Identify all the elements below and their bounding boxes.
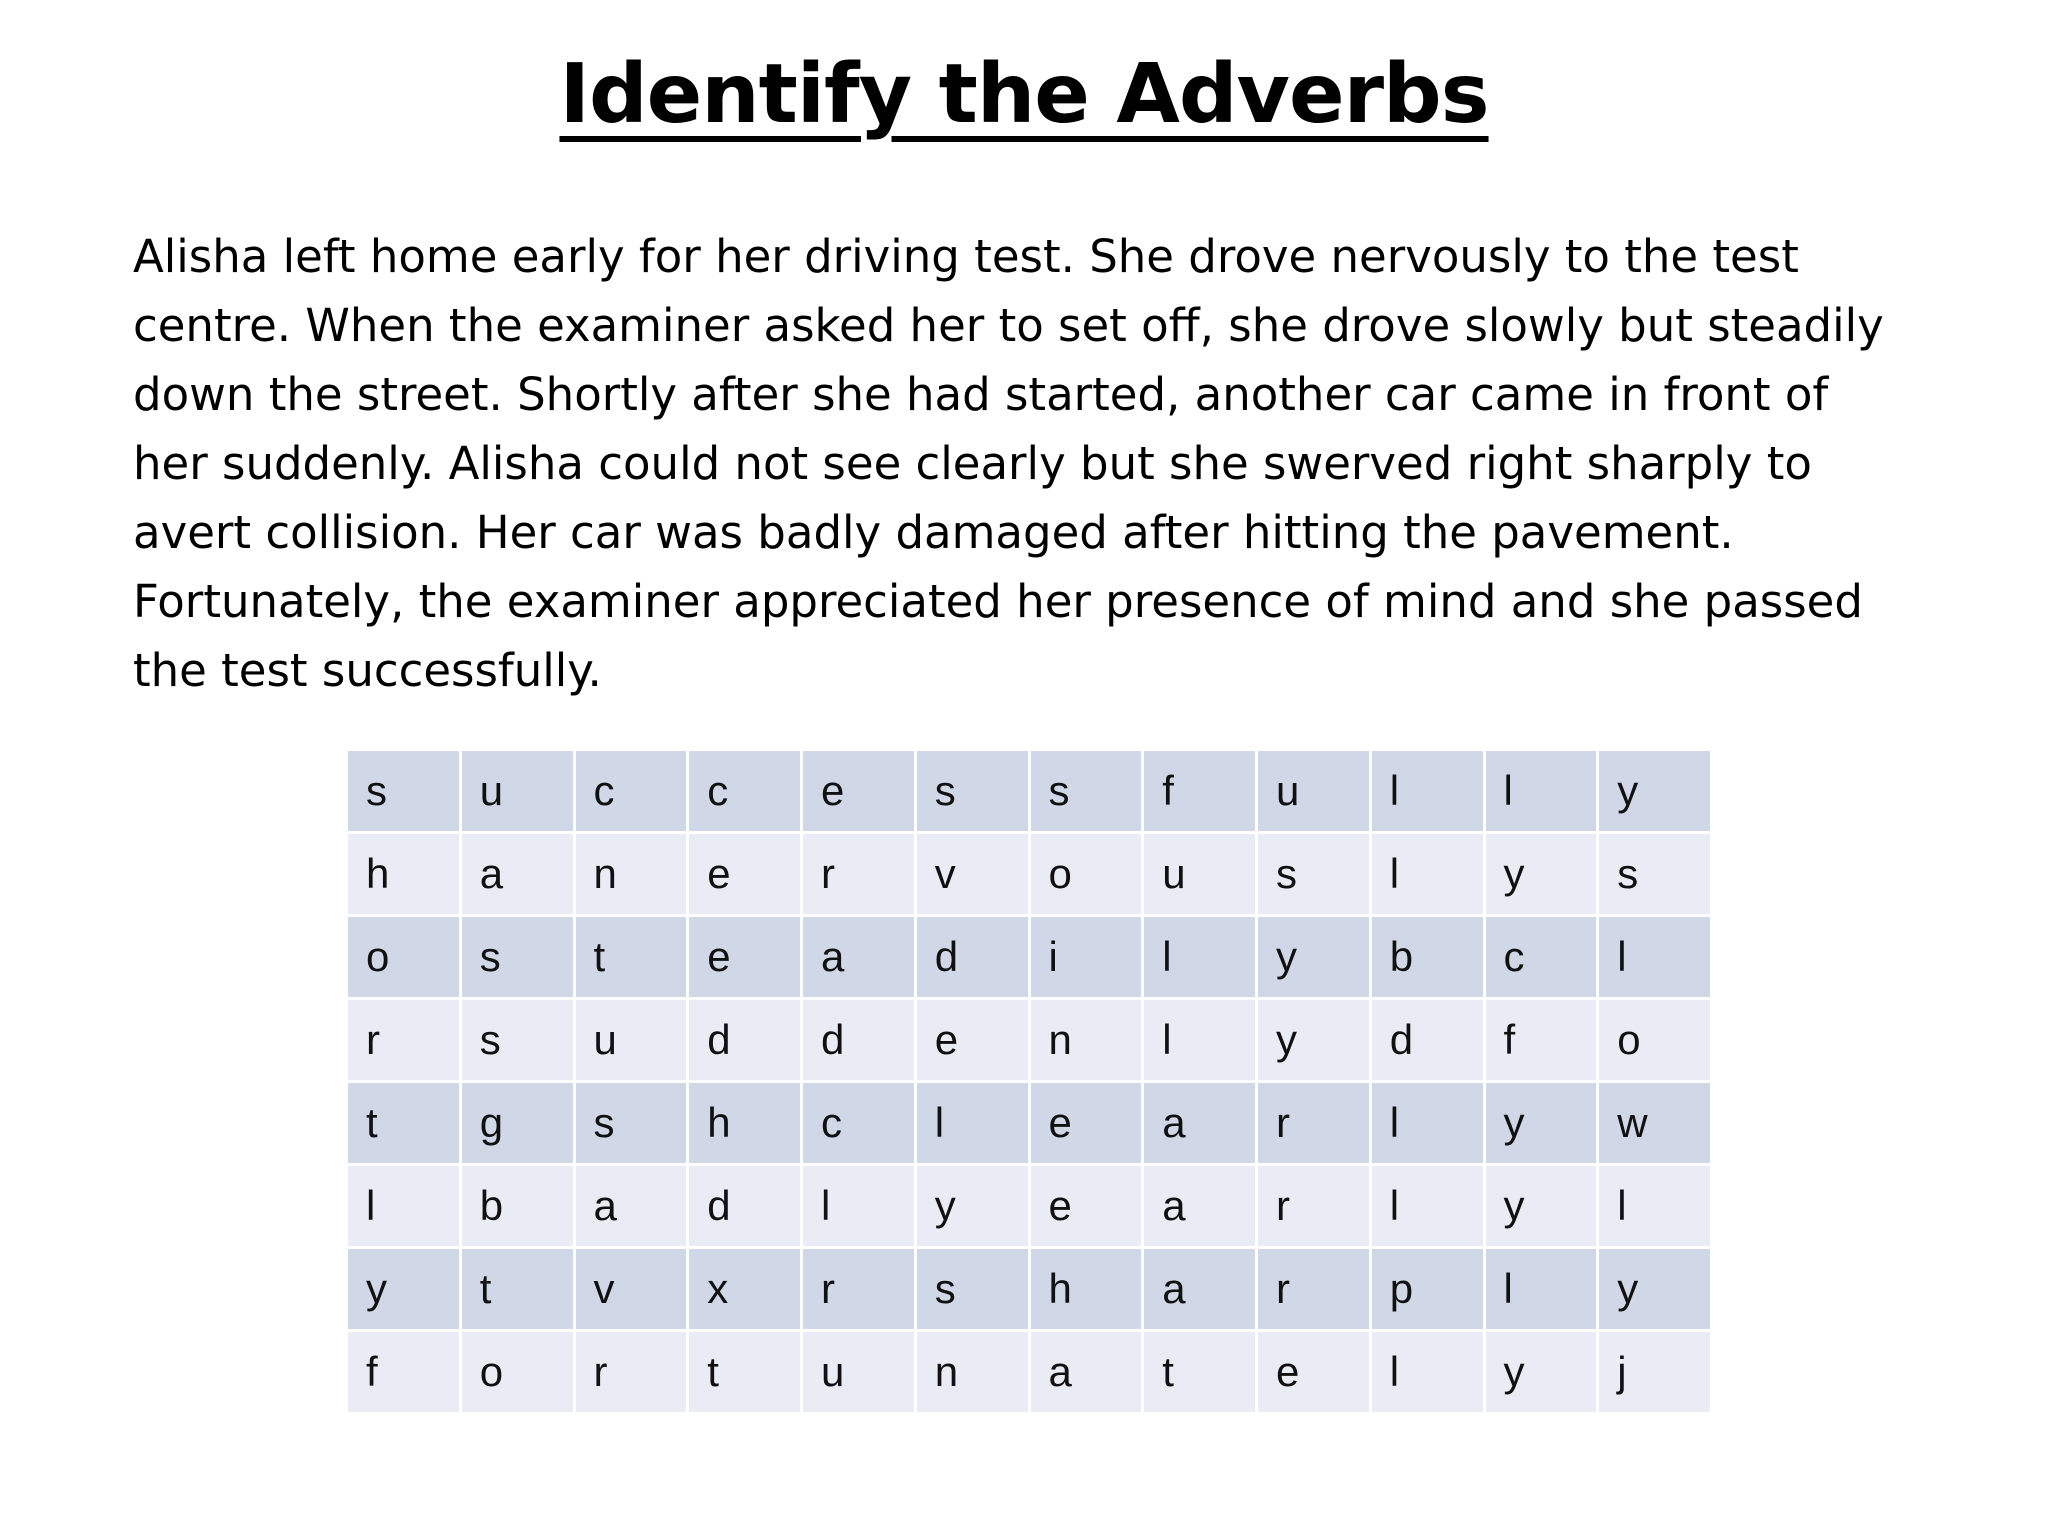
grid-cell: r — [803, 834, 914, 914]
grid-cell: a — [462, 834, 573, 914]
grid-cell: w — [1599, 1083, 1710, 1163]
grid-cell: u — [1258, 751, 1369, 831]
grid-cell: x — [689, 1249, 800, 1329]
grid-cell: r — [803, 1249, 914, 1329]
passage-line: avert collision. Her car was badly damaged after hitting the pavement. — [133, 506, 1734, 559]
passage-line: centre. When the examiner asked her to set off, she drove slowly but steadily — [133, 299, 1884, 352]
grid-cell: s — [576, 1083, 687, 1163]
grid-cell: y — [1258, 1000, 1369, 1080]
grid-cell: d — [689, 1000, 800, 1080]
grid-cell: e — [689, 834, 800, 914]
grid-cell: p — [1372, 1249, 1483, 1329]
grid-cell: y — [1486, 1166, 1597, 1246]
grid-cell: j — [1599, 1332, 1710, 1412]
grid-cell: s — [917, 751, 1028, 831]
grid-cell: d — [1372, 1000, 1483, 1080]
passage-line: Fortunately, the examiner appreciated her presence of mind and she passed — [133, 575, 1863, 628]
grid-cell: o — [1599, 1000, 1710, 1080]
grid-cell: s — [462, 917, 573, 997]
passage-line: down the street. Shortly after she had started, another car came in front of — [133, 368, 1829, 421]
grid-cell: l — [1599, 917, 1710, 997]
grid-cell: y — [1599, 751, 1710, 831]
grid-cell: a — [576, 1166, 687, 1246]
grid-cell: u — [803, 1332, 914, 1412]
grid-cell: l — [1599, 1166, 1710, 1246]
grid-cell: c — [1486, 917, 1597, 997]
grid-cell: y — [1486, 1083, 1597, 1163]
grid-cell: a — [803, 917, 914, 997]
grid-cell: o — [1031, 834, 1142, 914]
grid-cell: t — [576, 917, 687, 997]
grid-cell: s — [348, 751, 459, 831]
grid-row — [348, 1083, 1710, 1163]
grid-cell: u — [1144, 834, 1255, 914]
grid-cell: l — [1372, 1166, 1483, 1246]
grid-cell: v — [917, 834, 1028, 914]
word-search-grid — [345, 748, 1713, 1415]
grid-cell: i — [1031, 917, 1142, 997]
grid-cell: b — [1372, 917, 1483, 997]
grid-cell: d — [917, 917, 1028, 997]
grid-cell: r — [1258, 1249, 1369, 1329]
grid-row — [348, 1249, 1710, 1329]
grid-cell: y — [1486, 1332, 1597, 1412]
grid-cell: l — [1144, 917, 1255, 997]
grid-cell: f — [348, 1332, 459, 1412]
grid-cell: g — [462, 1083, 573, 1163]
grid-cell: a — [1144, 1166, 1255, 1246]
grid-cell: s — [1599, 834, 1710, 914]
grid-cell: e — [1031, 1166, 1142, 1246]
grid-cell: d — [803, 1000, 914, 1080]
grid-cell: a — [1031, 1332, 1142, 1412]
grid-cell: e — [1031, 1083, 1142, 1163]
grid-cell: y — [1486, 834, 1597, 914]
grid-cell: l — [348, 1166, 459, 1246]
grid-row — [348, 751, 1710, 831]
grid-cell: s — [917, 1249, 1028, 1329]
grid-cell: s — [462, 1000, 573, 1080]
grid-cell: n — [1031, 1000, 1142, 1080]
grid-cell: y — [1258, 917, 1369, 997]
passage-line: Alisha left home early for her driving test. She drove nervously to the test — [133, 230, 1799, 283]
grid-cell: e — [689, 917, 800, 997]
grid-cell: e — [1258, 1332, 1369, 1412]
grid-cell: v — [576, 1249, 687, 1329]
grid-cell: o — [348, 917, 459, 997]
grid-cell: n — [576, 834, 687, 914]
grid-cell: e — [917, 1000, 1028, 1080]
grid-row — [348, 1000, 1710, 1080]
grid-cell: s — [1031, 751, 1142, 831]
grid-cell: c — [576, 751, 687, 831]
grid-cell: l — [1486, 1249, 1597, 1329]
grid-cell: t — [348, 1083, 459, 1163]
grid-cell: t — [462, 1249, 573, 1329]
grid-cell: l — [1144, 1000, 1255, 1080]
grid-cell: h — [1031, 1249, 1142, 1329]
passage-line: her suddenly. Alisha could not see clearly but she swerved right sharply to — [133, 437, 1812, 490]
grid-cell: l — [1372, 1083, 1483, 1163]
grid-cell: t — [689, 1332, 800, 1412]
grid-cell: a — [1144, 1083, 1255, 1163]
grid-row — [348, 1332, 1710, 1412]
grid-cell: y — [1599, 1249, 1710, 1329]
grid-cell: n — [917, 1332, 1028, 1412]
grid-cell: y — [348, 1249, 459, 1329]
grid-row — [348, 917, 1710, 997]
grid-cell: l — [917, 1083, 1028, 1163]
grid-row — [348, 834, 1710, 914]
grid-cell: h — [348, 834, 459, 914]
grid-cell: l — [1486, 751, 1597, 831]
grid-cell: u — [462, 751, 573, 831]
grid-cell: r — [1258, 1166, 1369, 1246]
grid-cell: l — [1372, 1332, 1483, 1412]
grid-cell: b — [462, 1166, 573, 1246]
grid-cell: t — [1144, 1332, 1255, 1412]
grid-cell: o — [462, 1332, 573, 1412]
grid-cell: a — [1144, 1249, 1255, 1329]
grid-cell: h — [689, 1083, 800, 1163]
passage — [133, 222, 1933, 705]
grid-cell: r — [1258, 1083, 1369, 1163]
grid-cell: f — [1486, 1000, 1597, 1080]
grid-cell: y — [917, 1166, 1028, 1246]
page-title: Identify the Adverbs — [559, 47, 1489, 142]
grid-cell: d — [689, 1166, 800, 1246]
grid-cell: l — [803, 1166, 914, 1246]
grid-cell: s — [1258, 834, 1369, 914]
grid-cell: r — [348, 1000, 459, 1080]
grid-row — [348, 1166, 1710, 1246]
grid-cell: f — [1144, 751, 1255, 831]
grid-cell: l — [1372, 834, 1483, 914]
grid-cell: c — [689, 751, 800, 831]
passage-line: the test successfully. — [133, 644, 602, 697]
grid-cell: c — [803, 1083, 914, 1163]
grid-cell: r — [576, 1332, 687, 1412]
grid-cell: e — [803, 751, 914, 831]
grid-cell: l — [1372, 751, 1483, 831]
grid-cell: u — [576, 1000, 687, 1080]
